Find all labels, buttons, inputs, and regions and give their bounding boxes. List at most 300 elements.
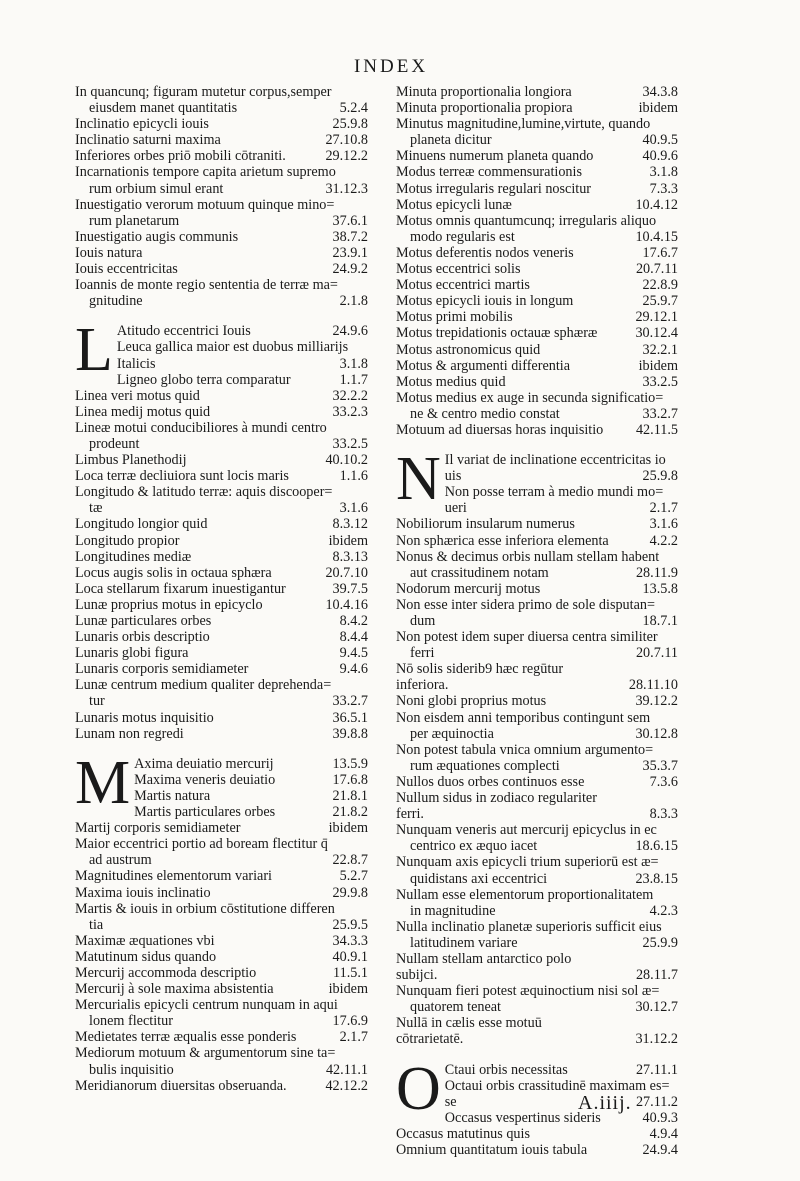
entry-reference: 40.9.1 bbox=[330, 949, 368, 965]
index-entry bbox=[75, 484, 368, 516]
index-entry bbox=[75, 613, 368, 629]
entry-continuation: se bbox=[444, 1093, 457, 1110]
entry-continuation: planeta dicitur bbox=[410, 132, 492, 149]
entry-text: Minuta proportionalia longiora bbox=[396, 84, 572, 100]
index-entry bbox=[75, 820, 368, 836]
entry-text: Maxima iouis inclinatio bbox=[75, 884, 211, 901]
entry-reference: 18.7.1 bbox=[640, 613, 678, 629]
entry-text: Nobiliorum insularum numerus bbox=[396, 516, 575, 533]
entry-text: Motus epicycli iouis in longum bbox=[396, 293, 574, 310]
index-section bbox=[396, 1054, 678, 1159]
entry-text: Inuestigatio verorum motuum quinque mino= bbox=[75, 196, 335, 213]
entry-text: Longitudo longior quid bbox=[75, 516, 208, 533]
entry-reference: 29.12.1 bbox=[632, 309, 678, 325]
entry-text: Longitudines mediæ bbox=[75, 548, 192, 565]
entry-text: Nullam esse elementorum proportionalitatem bbox=[396, 886, 654, 903]
index-entry bbox=[396, 197, 678, 213]
entry-continuation: tur bbox=[89, 693, 105, 710]
entry-text: Motus irregularis regulari noscitur bbox=[396, 180, 592, 197]
index-entry bbox=[396, 181, 678, 197]
entry-reference: ibidem bbox=[326, 533, 368, 549]
index-entry bbox=[75, 868, 368, 884]
entry-reference: 4.2.3 bbox=[647, 903, 678, 919]
entry-reference: 31.12.3 bbox=[322, 181, 368, 197]
entry-continuation: modo regularis est bbox=[410, 228, 515, 245]
entry-reference: 39.8.8 bbox=[330, 726, 368, 742]
entry-reference: 40.9.5 bbox=[640, 132, 678, 148]
entry-text: Nullā in cælis esse motuū cōtrarietatē. bbox=[396, 1015, 542, 1048]
index-entry bbox=[396, 661, 678, 693]
index-entry bbox=[75, 404, 368, 420]
entry-continuation: ad austrum bbox=[89, 852, 152, 869]
index-entry bbox=[75, 516, 368, 532]
entry-reference: 24.9.2 bbox=[330, 261, 368, 277]
entry-reference: 25.9.8 bbox=[330, 116, 368, 132]
entry-reference: ibidem bbox=[636, 358, 678, 374]
entry-continuation: ne & centro medio constat bbox=[410, 405, 560, 422]
index-entry bbox=[75, 965, 368, 981]
index-entry bbox=[396, 919, 678, 951]
index-entry bbox=[396, 484, 678, 516]
entry-reference: 4.9.4 bbox=[647, 1126, 678, 1142]
entry-text: Nullum sidus in zodiaco regulariter ferri. bbox=[396, 790, 597, 823]
index-entry bbox=[396, 1126, 678, 1142]
entry-reference: 40.9.3 bbox=[640, 1110, 678, 1126]
entry-reference: 8.4.4 bbox=[337, 629, 368, 645]
entry-text: Longitudo propior bbox=[75, 532, 180, 549]
entry-reference: 32.2.2 bbox=[330, 388, 368, 404]
entry-reference: 5.2.7 bbox=[337, 868, 368, 884]
entry-reference: 10.4.12 bbox=[632, 197, 678, 213]
entry-continuation: Italicis bbox=[116, 355, 156, 372]
entry-reference: 9.4.5 bbox=[337, 645, 368, 661]
entry-text: Loca stellarum fixarum inuestigantur bbox=[75, 580, 286, 597]
entry-reference: 30.12.4 bbox=[632, 325, 678, 341]
entry-text: Meridianorum diuersitas obseruanda. bbox=[75, 1077, 287, 1094]
entry-text: Motuum ad diuersas horas inquisitio bbox=[396, 421, 604, 438]
entry-text: Mercurij accommoda descriptio bbox=[75, 964, 257, 981]
entry-text: Longitudo & latitudo terræ: aquis discooper= bbox=[75, 484, 333, 501]
initial-capital: N bbox=[396, 445, 441, 514]
entry-text: Lunaris globi figura bbox=[75, 645, 189, 662]
entry-reference: 34.3.3 bbox=[330, 933, 368, 949]
entry-text: Octaui orbis crassitudinē maximam es= bbox=[444, 1077, 670, 1094]
index-entry bbox=[396, 1078, 678, 1110]
entry-text: Ioannis de monte regio sententia de terræ ma= bbox=[75, 277, 338, 294]
entry-text: Non potest idem super diuersa centra similiter bbox=[396, 629, 658, 646]
entry-continuation: bulis inquisitio bbox=[89, 1061, 174, 1078]
entry-text: Mediorum motuum & argumentorum sine ta= bbox=[75, 1045, 336, 1062]
entry-text: Leuca gallica maior est duobus milliarijs bbox=[116, 339, 349, 356]
initial-capital: L bbox=[75, 316, 113, 385]
entry-text: Nonus & decimus orbis nullam stellam habent bbox=[396, 548, 660, 565]
index-entry bbox=[396, 1015, 678, 1047]
entry-text: Motus epicycli lunæ bbox=[396, 196, 512, 213]
entry-reference: 11.5.1 bbox=[330, 965, 368, 981]
index-section bbox=[396, 445, 678, 1048]
entry-text: Motus medius ex auge in secunda significatio= bbox=[396, 389, 664, 406]
index-entry bbox=[75, 339, 368, 371]
index-entry bbox=[396, 293, 678, 309]
entry-text: Nodorum mercurij motus bbox=[396, 580, 541, 597]
initial-capital: O bbox=[396, 1054, 441, 1123]
index-entry bbox=[75, 836, 368, 868]
entry-reference: 31.12.2 bbox=[632, 1031, 678, 1047]
entry-reference: 27.11.1 bbox=[633, 1062, 678, 1078]
index-entry bbox=[396, 116, 678, 148]
index-entry bbox=[396, 597, 678, 629]
index-entry bbox=[75, 84, 368, 116]
page-title: INDEX bbox=[353, 56, 429, 77]
entry-text: Non posse terram à medio mundi mo= bbox=[444, 484, 664, 501]
entry-text: Martis particulares orbes bbox=[134, 804, 276, 821]
entry-reference: 13.5.9 bbox=[330, 756, 368, 772]
entry-reference: 5.2.4 bbox=[337, 100, 368, 116]
entry-reference: 40.9.6 bbox=[640, 148, 678, 164]
index-entry bbox=[396, 277, 678, 293]
index-entry bbox=[75, 323, 368, 339]
entry-text: Inclinatio epicycli iouis bbox=[75, 116, 209, 133]
entry-text: Nō solis siderib9 hæc regūtur inferiora. bbox=[396, 661, 564, 694]
index-entry bbox=[75, 756, 368, 772]
entry-text: Medietates terræ æqualis esse ponderis bbox=[75, 1029, 297, 1046]
entry-continuation: per æquinoctia bbox=[410, 725, 494, 742]
index-entry bbox=[396, 1062, 678, 1078]
entry-text: Minuens numerum planeta quando bbox=[396, 148, 594, 165]
entry-text: Lineæ motui conducibiliores à mundi centro bbox=[75, 419, 327, 436]
entry-reference: 33.2.5 bbox=[330, 436, 368, 452]
entry-text: Lunæ proprius motus in epicyclo bbox=[75, 596, 263, 613]
entry-reference: 40.10.2 bbox=[322, 452, 368, 468]
index-entry bbox=[396, 100, 678, 116]
entry-reference: 10.4.16 bbox=[322, 597, 368, 613]
entry-text: Iouis eccentricitas bbox=[75, 261, 178, 278]
entry-text: Ctaui orbis necessitas bbox=[444, 1061, 568, 1078]
entry-reference: 28.11.9 bbox=[633, 565, 678, 581]
entry-text: Limbus Planethodij bbox=[75, 452, 187, 469]
entry-reference: 27.10.8 bbox=[322, 132, 368, 148]
entry-text: Magnitudines elementorum variari bbox=[75, 868, 272, 885]
entry-reference: 20.7.10 bbox=[322, 565, 368, 581]
initial-capital: M bbox=[75, 748, 131, 817]
entry-reference: 22.8.7 bbox=[330, 852, 368, 868]
index-entry bbox=[75, 997, 368, 1029]
entry-text: Minuta proportionalia propiora bbox=[396, 100, 573, 117]
index-entry bbox=[75, 645, 368, 661]
index-entry bbox=[75, 261, 368, 277]
entry-continuation: in magnitudine bbox=[410, 902, 496, 919]
entry-text: Maxima veneris deuiatio bbox=[134, 771, 276, 788]
entry-text: In quancunq; figuram mutetur corpus,semper bbox=[75, 84, 332, 100]
entry-reference: ibidem bbox=[326, 820, 368, 836]
index-entry bbox=[75, 277, 368, 309]
entry-text: Locus augis solis in octaua sphæra bbox=[75, 564, 272, 581]
index-entry bbox=[396, 213, 678, 245]
entry-text: Lunaris corporis semidiameter bbox=[75, 661, 249, 678]
entry-reference: 36.5.1 bbox=[330, 710, 368, 726]
entry-reference: 8.3.13 bbox=[330, 549, 368, 565]
entry-reference: 25.9.7 bbox=[640, 293, 678, 309]
index-entry bbox=[396, 309, 678, 325]
entry-text: Non eisdem anni temporibus contingunt sem bbox=[396, 709, 651, 726]
index-entry bbox=[396, 951, 678, 983]
entry-text: Omnium quantitatum iouis tabula bbox=[396, 1142, 588, 1158]
entry-reference: 20.7.11 bbox=[633, 261, 678, 277]
entry-reference: 17.6.7 bbox=[640, 245, 678, 261]
index-entry bbox=[396, 452, 678, 484]
index-entry bbox=[396, 261, 678, 277]
entry-continuation: prodeunt bbox=[89, 435, 140, 452]
entry-text: Lunaris orbis descriptio bbox=[75, 629, 210, 646]
entry-continuation: lonem flectitur bbox=[89, 1013, 173, 1030]
entry-reference: 33.2.7 bbox=[640, 406, 678, 422]
entry-text: Incarnationis tempore capita arietum supremo bbox=[75, 164, 336, 181]
entry-text: Maximæ æquationes vbi bbox=[75, 932, 215, 949]
entry-reference: 13.5.8 bbox=[640, 581, 678, 597]
entry-text: Atitudo eccentrici Iouis bbox=[116, 323, 251, 340]
index-entry bbox=[396, 164, 678, 180]
entry-text: Modus terreæ commensurationis bbox=[396, 164, 582, 181]
index-entry bbox=[396, 710, 678, 742]
index-entry bbox=[75, 245, 368, 261]
entry-text: Non esse inter sidera primo de sole disputan= bbox=[396, 596, 655, 613]
entry-reference: 32.2.1 bbox=[640, 342, 678, 358]
entry-text: Occasus matutinus quis bbox=[396, 1125, 530, 1142]
entry-reference: 35.3.7 bbox=[640, 758, 678, 774]
entry-reference: 42.11.1 bbox=[323, 1062, 368, 1078]
index-entry bbox=[75, 132, 368, 148]
index-entry bbox=[396, 549, 678, 581]
entry-text: Loca terræ decliuiora sunt locis maris bbox=[75, 468, 289, 485]
entry-text: Lunæ particulares orbes bbox=[75, 613, 212, 629]
index-entry bbox=[396, 629, 678, 661]
entry-reference: 17.6.8 bbox=[330, 772, 368, 788]
entry-text: Il variat de inclinatione eccentricitas io bbox=[444, 452, 666, 469]
entry-reference: 39.7.5 bbox=[330, 581, 368, 597]
entry-reference: 8.3.3 bbox=[647, 806, 678, 822]
index-entry bbox=[75, 388, 368, 404]
index-entry bbox=[75, 726, 368, 742]
entry-reference: 39.12.2 bbox=[632, 693, 678, 709]
entry-reference: 24.9.4 bbox=[640, 1142, 678, 1158]
index-entry bbox=[75, 197, 368, 229]
entry-reference: 8.3.12 bbox=[330, 516, 368, 532]
entry-text: Linea medij motus quid bbox=[75, 403, 211, 420]
index-entry bbox=[75, 661, 368, 677]
entry-text: Noni globi proprius motus bbox=[396, 693, 547, 710]
entry-reference: 27.11.2 bbox=[633, 1094, 678, 1110]
entry-reference: 3.1.8 bbox=[337, 356, 368, 372]
entry-text: Martij corporis semidiameter bbox=[75, 820, 241, 837]
entry-text: Lunaris motus inquisitio bbox=[75, 709, 214, 726]
entry-text: Linea veri motus quid bbox=[75, 387, 200, 404]
signature-mark: A.iiij. bbox=[578, 1092, 632, 1114]
entry-reference: 33.2.5 bbox=[640, 374, 678, 390]
index-entry bbox=[396, 790, 678, 822]
entry-reference: 24.9.6 bbox=[330, 323, 368, 339]
index-section bbox=[396, 84, 678, 438]
entry-reference: 29.12.2 bbox=[322, 148, 368, 164]
right-column bbox=[396, 84, 678, 1158]
index-entry bbox=[396, 422, 678, 438]
index-entry bbox=[396, 887, 678, 919]
index-entry bbox=[75, 901, 368, 933]
entry-reference: 2.1.7 bbox=[337, 1029, 368, 1045]
entry-text: Motus astronomicus quid bbox=[396, 341, 541, 358]
entry-reference: 2.1.8 bbox=[337, 293, 368, 309]
index-entry bbox=[75, 420, 368, 452]
index-section bbox=[75, 84, 368, 309]
entry-text: Nunquam veneris aut mercurij epicyclus in ec bbox=[396, 822, 657, 839]
entry-text: Mercurialis epicycli centrum nunquam in aqui bbox=[75, 997, 338, 1014]
index-entry bbox=[396, 693, 678, 709]
entry-reference: 25.9.5 bbox=[330, 917, 368, 933]
index-entry bbox=[75, 788, 368, 804]
entry-continuation: ferri bbox=[410, 645, 435, 662]
index-entry bbox=[396, 1142, 678, 1158]
entry-reference: 21.8.2 bbox=[330, 804, 368, 820]
entry-text: Motus eccentrici martis bbox=[396, 277, 530, 294]
index-entry bbox=[75, 597, 368, 613]
index-entry bbox=[75, 468, 368, 484]
entry-reference: 20.7.11 bbox=[633, 645, 678, 661]
entry-text: Matutinum sidus quando bbox=[75, 948, 217, 965]
entry-continuation: ueri bbox=[444, 500, 467, 517]
entry-continuation: rum planetarum bbox=[89, 212, 180, 229]
index-entry bbox=[396, 245, 678, 261]
index-entry bbox=[396, 84, 678, 100]
entry-text: Nullam stellam antarctico polo subijci. bbox=[396, 950, 572, 984]
entry-text: Motus eccentrici solis bbox=[396, 261, 521, 278]
entry-reference: 3.1.6 bbox=[337, 500, 368, 516]
entry-continuation: quidistans axi eccentrici bbox=[410, 870, 548, 887]
entry-continuation: eiusdem manet quantitatis bbox=[89, 100, 238, 117]
index-entry bbox=[396, 854, 678, 886]
index-entry bbox=[75, 885, 368, 901]
entry-reference: 28.11.10 bbox=[626, 677, 678, 693]
entry-text: Minutus magnitudine,lumine,virtute, quando bbox=[396, 116, 651, 133]
entry-reference: 42.12.2 bbox=[322, 1078, 368, 1094]
entry-continuation: aut crassitudinem notam bbox=[410, 564, 549, 581]
entry-reference: 7.3.3 bbox=[647, 181, 678, 197]
entry-text: Martis natura bbox=[134, 787, 211, 804]
entry-text: Iouis natura bbox=[75, 244, 143, 261]
entry-reference: 28.11.7 bbox=[633, 967, 678, 983]
entry-reference: 37.6.1 bbox=[330, 213, 368, 229]
index-entry bbox=[396, 822, 678, 854]
entry-reference: 23.8.15 bbox=[632, 871, 678, 887]
index-entry bbox=[396, 325, 678, 341]
index-entry bbox=[75, 372, 368, 388]
entry-continuation: gnitudine bbox=[89, 293, 143, 310]
entry-continuation: centrico ex æquo iacet bbox=[410, 838, 538, 855]
entry-continuation: tia bbox=[89, 916, 104, 933]
entry-reference: 30.12.7 bbox=[632, 999, 678, 1015]
entry-text: Nunquam fieri potest æquinoctium nisi sol æ= bbox=[396, 983, 660, 1000]
index-entry bbox=[75, 452, 368, 468]
index-entry bbox=[396, 148, 678, 164]
index-entry bbox=[75, 772, 368, 788]
entry-reference: 7.3.6 bbox=[647, 774, 678, 790]
entry-text: Occasus vespertinus sideris bbox=[444, 1109, 601, 1126]
entry-reference: 2.1.7 bbox=[647, 500, 678, 516]
index-entry bbox=[75, 1045, 368, 1077]
index-entry bbox=[75, 229, 368, 245]
entry-text: Maior eccentrici portio ad boream flectitur q̄ bbox=[75, 836, 328, 853]
entry-text: Nullos duos orbes continuos esse bbox=[396, 773, 585, 790]
entry-continuation: rum orbium simul erant bbox=[89, 180, 224, 197]
entry-text: Inferiores orbes priō mobili cōtraniti. bbox=[75, 148, 286, 165]
entry-text: Lunam non regredi bbox=[75, 725, 184, 742]
index-entry bbox=[75, 565, 368, 581]
index-entry bbox=[75, 581, 368, 597]
index-entry bbox=[396, 358, 678, 374]
index-entry bbox=[396, 516, 678, 532]
index-entry bbox=[396, 342, 678, 358]
index-entry bbox=[75, 677, 368, 709]
index-entry bbox=[396, 774, 678, 790]
entry-text: Axima deuiatio mercurij bbox=[134, 755, 274, 772]
entry-continuation: tæ bbox=[89, 500, 103, 517]
entry-reference: 17.6.9 bbox=[330, 1013, 368, 1029]
entry-reference: 8.4.2 bbox=[337, 613, 368, 629]
entry-text: Motus & argumenti differentia bbox=[396, 357, 571, 374]
entry-continuation: dum bbox=[410, 613, 436, 629]
entry-reference: 29.9.8 bbox=[330, 885, 368, 901]
index-entry bbox=[75, 1029, 368, 1045]
entry-reference: 22.8.9 bbox=[640, 277, 678, 293]
entry-reference: 38.7.2 bbox=[330, 229, 368, 245]
entry-text: Nulla inclinatio planetæ superioris sufficit eius bbox=[396, 918, 662, 935]
index-entry bbox=[396, 1110, 678, 1126]
entry-text: Motus deferentis nodos veneris bbox=[396, 244, 574, 261]
page-header bbox=[0, 56, 800, 78]
entry-reference: 3.1.6 bbox=[647, 516, 678, 532]
entry-reference: ibidem bbox=[326, 981, 368, 997]
index-entry bbox=[396, 533, 678, 549]
entry-reference: 3.1.8 bbox=[647, 164, 678, 180]
entry-reference: 23.9.1 bbox=[330, 245, 368, 261]
entry-text: Nunquam axis epicycli trium superiorū est æ= bbox=[396, 854, 659, 871]
entry-reference: 33.2.3 bbox=[330, 404, 368, 420]
entry-continuation: latitudinem variare bbox=[410, 934, 518, 951]
index-entry bbox=[75, 533, 368, 549]
entry-text: Non sphærica esse inferiora elementa bbox=[396, 532, 609, 549]
entry-text: Motus omnis quantumcunq; irregularis aliquo bbox=[396, 212, 657, 229]
index-entry bbox=[396, 983, 678, 1015]
left-column bbox=[75, 84, 368, 1094]
entry-reference: 42.11.5 bbox=[633, 422, 678, 438]
entry-text: Motus primi mobilis bbox=[396, 309, 513, 326]
entry-reference: 21.8.1 bbox=[330, 788, 368, 804]
entry-reference: 33.2.7 bbox=[330, 693, 368, 709]
index-entry bbox=[75, 116, 368, 132]
index-entry bbox=[396, 390, 678, 422]
index-entry bbox=[75, 148, 368, 164]
entry-reference: 34.3.8 bbox=[640, 84, 678, 100]
entry-reference: 10.4.15 bbox=[632, 229, 678, 245]
index-entry bbox=[75, 933, 368, 949]
entry-continuation: rum æquationes complecti bbox=[410, 757, 560, 774]
entry-text: Motus medius quid bbox=[396, 373, 506, 390]
index-entry bbox=[396, 581, 678, 597]
index-entry bbox=[75, 949, 368, 965]
entry-reference: ibidem bbox=[636, 100, 678, 116]
index-entry bbox=[396, 374, 678, 390]
entry-text: Inuestigatio augis communis bbox=[75, 228, 239, 245]
index-entry bbox=[75, 629, 368, 645]
index-entry bbox=[75, 1078, 368, 1094]
